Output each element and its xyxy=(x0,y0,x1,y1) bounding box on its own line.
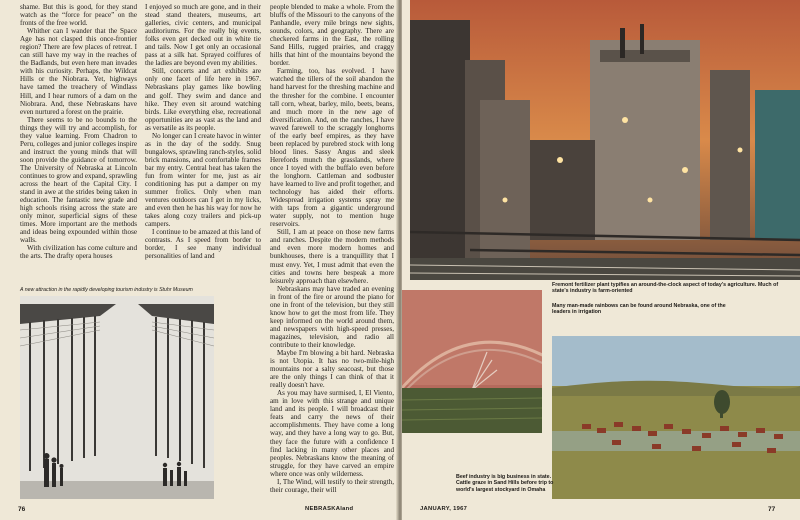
text-column-2 xyxy=(145,3,261,261)
paragraph: With civilization has come culture and the arts. The drafty opera houses xyxy=(20,244,137,261)
paragraph: I continue to be amazed at this land of contrasts. As I speed from border to border, I see many individual personalities of land and xyxy=(145,228,261,261)
paragraph: As you may have surmised, I, El Viento, am in love with this strange and unique land and its people. I will broadcast their feats and carry the news of their accomplishments. They have come a long way, and they have a long way to go. But, they face the future with a confidence I find lacking in many other places and peoples. Nebraskans know the meaning of struggle, for they have carved an empire where once was only wilderness. xyxy=(270,389,394,478)
rainbow-photo-drawing xyxy=(402,290,542,433)
running-title: JANUARY, 1967 xyxy=(420,506,468,512)
museum-photo-drawing xyxy=(20,296,214,499)
paragraph: Whither can I wander that the Space Age has not clasped this once-frontier region? There are few places of retreat. I can still have my way in the reaches of the Badlands, but even here man invades with his curiosity. Perhaps, the Wildcat Hills or the Niobrara. Yet, highways have tamed the treachery of Windlass Hill, and I hear rumors of a dam on the Niobrara. And, these Nebraskans have even nurtured a forest on the prairie. xyxy=(20,27,137,116)
paragraph: Still, I am at peace on those new farms and ranches. Despite the modern methods and even more modern homes and bunkhouses, there is a tranquillity that I must envy. Yet, I must admit that even the cities and towns here bespeak a more leisurely approach than elsewhere. xyxy=(270,228,394,285)
page-number: 77 xyxy=(768,506,776,513)
paragraph: Farming, too, has evolved. I have watched the tillers of the soil abandon the hand harvest for the threshing machine and the thresher for the combine. I encounter tall corn, wheat, barley, milo, beets, beans, and much more in the new age of diversification. And, on the ranches, I have waved farewell to the scraggly longhorns of the early beef empires, as they have been replaced by purebred stock with long blood lines. Sassy Angus and sleek Herefords munch the grasslands, where once I toyed with the buffalo even before the longhorn. Cattleman and sodbuster have learned to live and profit together, and technology has aided their efforts. Widespread irrigation systems spray me with taps from a gigantic underground water supply, not to mention huge reservoirs. xyxy=(270,67,394,229)
irrigation-rainbow-photo xyxy=(402,290,542,433)
left-page xyxy=(0,0,398,520)
paragraph: I enjoyed so much are gone, and in their stead stand theaters, museums, art galleries, civic centers, and municipal auditoriums. For the really big events, folks even get decked out in white tie and tails. Now I get only an occasional pass at a silk hat. Sprayed coiffures of the ladies are beyond even my abilities. xyxy=(145,3,261,68)
museum-photo-caption: A new attraction in the rapidly developing tourism industry is Stuhr Museum xyxy=(20,287,193,293)
cattle-photo-drawing xyxy=(552,336,800,499)
paragraph: shame. But this is good, for they stand watch as the “force for peace” on the fronts of the free world. xyxy=(20,3,137,28)
running-title: NEBRASKAland xyxy=(305,506,354,512)
paragraph: Nebraskans may have traded an evening in front of the fire or around the piano for one in front of the television, but they still know how to get the most from life. They keep informed on the world around them, and newspapers with high-speed presses, magazines, television, and radio all contribute to their knowledge. xyxy=(270,284,394,349)
cattle-photo-caption: Beef industry is big business in state. Cattle graze in Sand Hills before trip to world's largest stockyard in Omaha xyxy=(456,474,554,493)
plant-photo-caption: Fremont fertilizer plant typifies an around-the-clock aspect of today's agriculture. Much of state's industry is farm-oriented xyxy=(552,282,779,295)
paragraph: Maybe I'm blowing a bit hard. Nebraska is not Utopia. It has no two-mile-high mountains nor a salty seacoast, but those are the only things I can think of that it really doesn't have. xyxy=(270,349,394,390)
text-column-3 xyxy=(270,3,394,515)
text-column-1 xyxy=(20,3,137,276)
paragraph: No longer can I create havoc in winter as in the day of the soddy. Snug bungalows, sprawling ranch-styles, solid brick mansions, and comfortable frames bar my entry. Central heat has taken the fun from winter for me, just as air conditioning has put a damper on my summer frolics. Only when man ventures outdoors can I get in my licks, and even then he has his way for now he takes along cozy trailers and pick-up campers. xyxy=(145,131,261,229)
paragraph: Still, concerts and art exhibits are only one facet of life here in 1967. Nebraskans play games like bowling and golf. They swim and dance and hike. They even sit around watching birds. Like everything else, recreational opportunities are as vast as the land and as versatile as its people. xyxy=(145,67,261,132)
rainbow-photo-caption: Many man-made rainbows can be found around Nebraska, one of the leaders in irrigation xyxy=(552,303,726,316)
paragraph: people blended to make a whole. From the bluffs of the Missouri to the canyons of the Panhandle, every mile brings new sights, sounds, colors, and geography. There are checkered farms in the East, the rolling Sand Hills, rugged prairies, and craggy hills that hint of the mountains beyond the border. xyxy=(270,3,394,68)
paragraph: I, The Wind, will testify to their strength, their courage, their will xyxy=(270,477,394,494)
plant-photo-drawing xyxy=(410,0,800,280)
stuhr-museum-photo xyxy=(20,296,214,499)
right-page xyxy=(402,0,800,520)
page-number: 76 xyxy=(18,506,26,513)
fertilizer-plant-photo xyxy=(410,0,800,280)
cattle-grazing-photo xyxy=(552,336,800,499)
paragraph: There seems to be no bounds to the things they will try and accomplish, for they value learning. From Chadron to Peru, colleges and junior colleges inspire and instruct the young minds that will soon provide the guidance of tomorrow. The University of Nebraska at Lincoln continues to grow and expand, sprawling across the heart of the Capital City. I stand in awe at the strides being taken in education. The fantastic new grade and high schools rising across the state are only minor, superficial signs of these times. More important are the methods and ideas being expounded within those walls. xyxy=(20,115,137,245)
